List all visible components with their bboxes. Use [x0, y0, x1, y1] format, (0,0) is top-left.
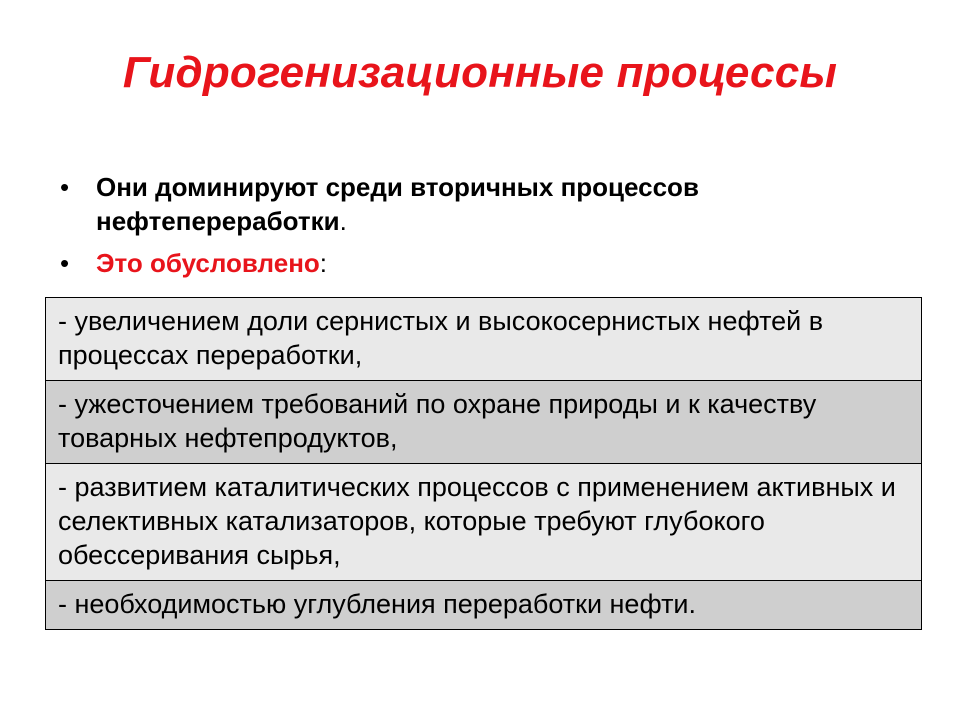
table-cell: - необходимостью углубления переработки нефти.	[46, 581, 922, 630]
table-cell: - увеличением доли сернистых и высокосернистых нефтей в процессах переработки,	[46, 298, 922, 381]
table-cell: - развитием каталитических процессов с применением активных и селективных катализаторов, которые требуют глубокого обессеривания сырья,	[46, 464, 922, 581]
slide-title: Гидрогенизационные процессы	[122, 48, 838, 97]
table-row	[46, 581, 922, 630]
bullet-list	[60, 170, 900, 288]
reasons-table	[45, 297, 922, 630]
table-row	[46, 381, 922, 464]
table-cell: - ужесточением требований по охране природы и к качеству товарных нефтепродуктов,	[46, 381, 922, 464]
bullet-dot-icon: •	[60, 172, 70, 202]
bullet-punctuation: .	[339, 206, 347, 236]
bullet-text: Они доминируют среди вторичных процессов нефтепереработки	[96, 172, 699, 236]
bullet-item-dominance	[60, 170, 900, 238]
bullet-text: Это обусловлено	[96, 248, 320, 278]
bullet-punctuation: :	[319, 248, 328, 278]
bullet-item-reason	[60, 246, 900, 280]
bullet-dot-icon: •	[60, 248, 70, 278]
table-row	[46, 464, 922, 581]
table-row	[46, 298, 922, 381]
